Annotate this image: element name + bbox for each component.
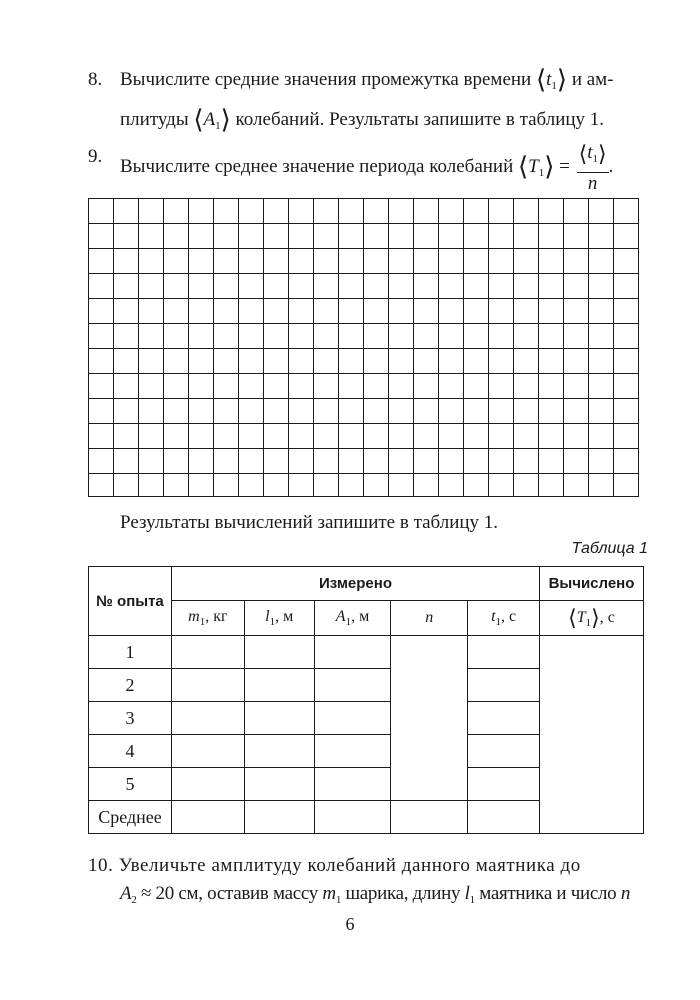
item-10-line1: Увеличьте амплитуду колебаний данного маятника до [118,855,581,876]
cell[interactable] [244,768,314,801]
item-8-line2: плитуды [120,109,189,130]
col-T: $⟨T_1⟩$, с [540,601,644,636]
var-T1: T [528,155,539,177]
item-9-text: Вычислите среднее значение периода колебаний $⟨T_1⟩$ = $\frac{⟨t_1⟩}{n}$ . [120,141,614,194]
cell[interactable] [171,735,244,768]
cell[interactable] [244,636,314,669]
cell[interactable] [468,636,540,669]
header-no: № опыта [89,567,172,636]
header-calculated: Вычислено [540,567,644,601]
results-paragraph: Результаты вычислений запишите в таблицу 1. [120,512,499,533]
var-t1: t [546,69,552,90]
cell[interactable] [314,636,391,669]
item-8-number: 8. [88,69,103,90]
cell[interactable] [244,669,314,702]
cell[interactable] [468,801,540,834]
cell[interactable] [314,735,391,768]
row-label: 4 [89,735,172,768]
cell[interactable] [391,801,468,834]
fraction: $\frac{⟨t_1⟩}{n}$ [578,141,607,194]
col-A: $A_1$, м [314,601,391,636]
cell[interactable] [314,768,391,801]
item-9-number: 9. [88,146,103,167]
cell[interactable] [171,702,244,735]
col-t: $t_1$, с [468,601,540,636]
cell[interactable] [468,735,540,768]
item-10-number: 10. [88,855,114,876]
item-8-line1: Вычислите средние значения промежутка времени [120,69,532,90]
cell[interactable] [468,768,540,801]
cell[interactable] [244,702,314,735]
cell[interactable] [468,669,540,702]
var-A1: A [203,109,216,130]
col-m: $m_1$, кг [171,601,244,636]
cell[interactable] [468,702,540,735]
cell[interactable] [314,702,391,735]
cell[interactable] [171,636,244,669]
page-number: 6 [345,914,355,934]
row-label: 2 [89,669,172,702]
item-8-text: Вычислите средние значения промежутка времени $⟨t_1⟩$ и ам- плитуды $⟨A_1⟩$ колебаний. Результаты запишите в таблицу 1. [120,65,614,134]
table-caption: Таблица 1 [571,540,648,557]
row-label: 3 [89,702,172,735]
row-label: 1 [89,636,172,669]
cell[interactable] [314,801,391,834]
cell[interactable] [171,801,244,834]
row-label: Среднее [89,801,172,834]
item-10 [88,852,644,914]
item-10-line2: $A_2 \approx 20$ см, оставив массу $m_1$ шарика, длину $l_1$ маятника и число n [120,883,631,906]
cell[interactable] [171,669,244,702]
cell[interactable] [171,768,244,801]
cell[interactable] [244,735,314,768]
header-measured: Измерено [171,567,539,601]
cell-n-merged[interactable] [391,636,468,801]
cell[interactable] [244,801,314,834]
table-1 [88,566,644,834]
work-grid [88,198,639,497]
cell-T-merged[interactable] [540,636,644,834]
cell[interactable] [314,669,391,702]
row-label: 5 [89,768,172,801]
col-n: n [391,601,468,636]
col-l: $l_1$, м [244,601,314,636]
